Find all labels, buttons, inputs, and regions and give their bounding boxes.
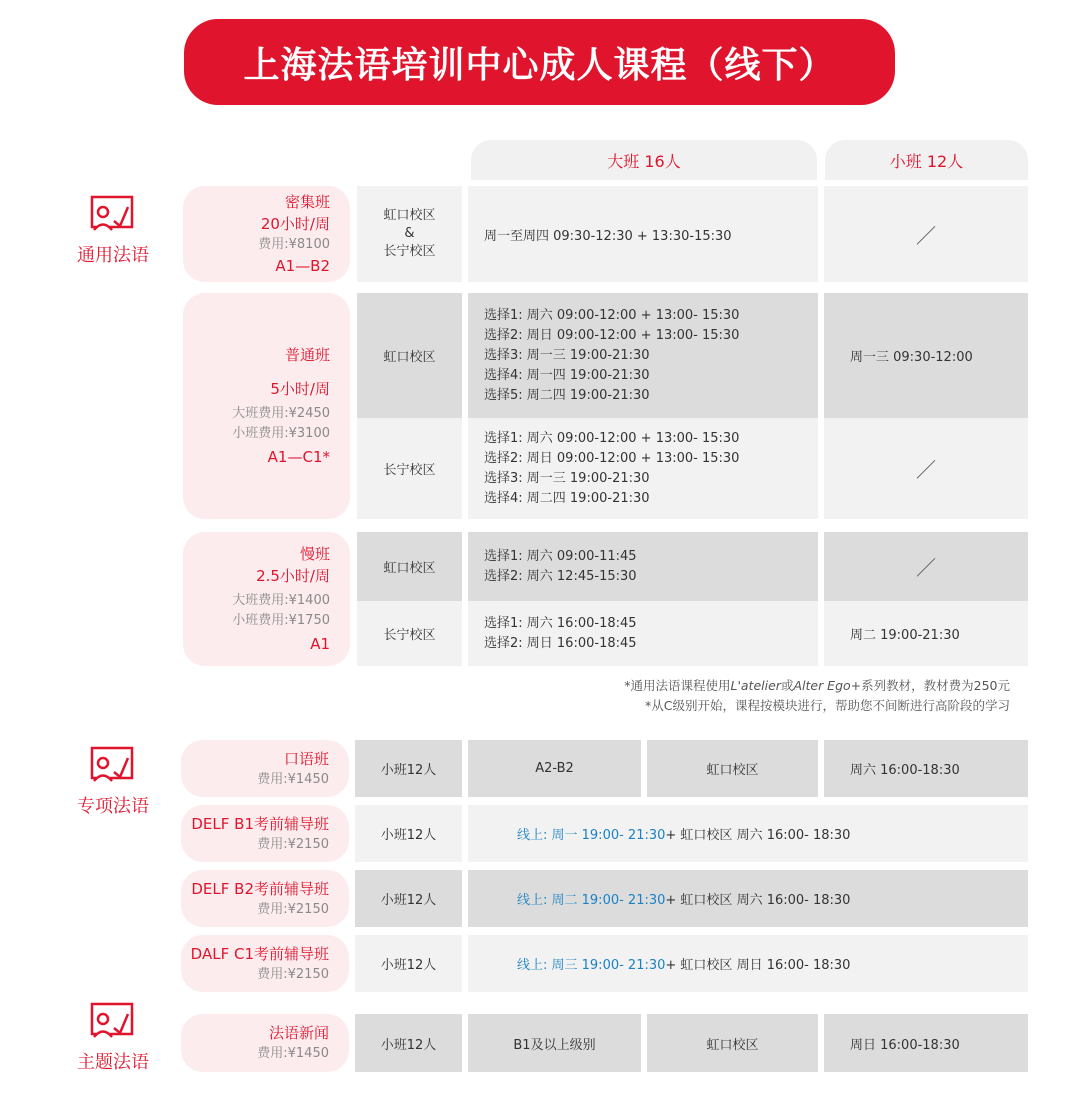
course-hours: 5小时/周: [270, 380, 330, 398]
course-fee: 费用:¥8100: [258, 237, 330, 252]
schedule-cell-empty: [824, 532, 1028, 601]
teacher-board-icon: [90, 193, 136, 235]
course-name: 慢班: [299, 545, 330, 563]
schedule-option: 选择5: 周二四 19:00-21:30: [484, 387, 650, 403]
campus-name: 长宁校区: [383, 463, 436, 478]
course-fee: 费用:¥2150: [257, 901, 329, 917]
course-fee-small: 小班费用:¥3100: [232, 426, 330, 441]
schedule-option: 选择1: 周六 09:00-12:00 + 13:00- 15:30: [484, 307, 740, 323]
campus-name: 虹口校区: [383, 208, 436, 223]
column-header-large-label: 大班 16人: [607, 151, 681, 171]
schedule-option: 选择3: 周一三 19:00-21:30: [484, 347, 650, 363]
course-fee-small: 小班费用:¥1750: [232, 613, 330, 628]
schedule-text: 周一至周四 09:30-12:30 + 13:30-15:30: [484, 228, 732, 244]
campus-cell: [357, 601, 462, 666]
course-name: 口语班: [283, 749, 329, 768]
schedule-cell: [468, 532, 818, 601]
class-size: 小班12人: [380, 958, 437, 973]
title-banner: [184, 19, 895, 105]
campus-cell: [357, 293, 462, 418]
footnote-modules: *从C级别开始，课程按模块进行，帮助您不间断进行高阶段的学习: [645, 698, 1010, 713]
footnote-textbook: [624, 676, 1010, 696]
course-fee: 费用:¥2150: [257, 836, 329, 852]
schedule-option: 选择2: 周六 12:45-15:30: [484, 568, 637, 584]
schedule-cell: [468, 870, 1028, 927]
footnote-part: 系列教材，教材费为250元: [861, 678, 1010, 693]
course-hours: 2.5小时/周: [256, 567, 330, 585]
schedule-option: 选择1: 周六 09:00-11:45: [484, 548, 637, 564]
campus-cell: [647, 1014, 818, 1072]
schedule-text: 周六 16:00-18:30: [850, 763, 960, 778]
campus-name: 长宁校区: [383, 244, 436, 259]
level-text: A2-B2: [535, 761, 574, 776]
campus-cell: [357, 418, 462, 519]
schedule-option: 选择2: 周日 09:00-12:00 + 13:00- 15:30: [484, 450, 740, 466]
course-dalf-c1: [181, 935, 349, 992]
class-size: 小班12人: [380, 828, 437, 843]
campus-ampersand: &: [404, 226, 415, 241]
schedule-option: 选择2: 周日 16:00-18:45: [484, 635, 637, 651]
level-cell: [468, 740, 641, 797]
class-size-cell: [355, 805, 462, 862]
footnote-part: *通用法语课程使用: [624, 678, 731, 693]
course-regular: [183, 293, 350, 519]
course-name: DELF B2考前辅导班: [191, 879, 329, 898]
schedule-cell: [468, 186, 818, 282]
column-header-small-label: 小班 12人: [889, 151, 964, 171]
class-size: 小班12人: [380, 1037, 437, 1053]
schedule-cell: [824, 740, 1028, 797]
course-delf-b1: [181, 805, 349, 862]
category-general: [58, 193, 168, 267]
online-schedule: 线上: 周一 19:00- 21:30: [517, 828, 666, 843]
schedule-option: 选择1: 周六 16:00-18:45: [484, 615, 637, 631]
column-header-large: [471, 140, 817, 180]
campus-name: 虹口校区: [706, 1037, 759, 1053]
course-fee: 费用:¥1450: [257, 771, 329, 787]
class-size-cell: [355, 1014, 462, 1072]
course-delf-b2: [181, 870, 349, 927]
course-level: A1—B2: [275, 257, 330, 275]
course-name: 普通班: [284, 346, 330, 364]
offline-schedule: + 虹口校区 周日 16:00- 18:30: [665, 958, 851, 973]
class-size-cell: [355, 935, 462, 992]
category-special-label: 专项法语: [77, 796, 149, 817]
schedule-cell: [468, 293, 818, 418]
course-oral: [181, 740, 349, 797]
course-fee-large: 大班费用:¥2450: [232, 406, 330, 421]
not-available-mark: ／: [916, 556, 936, 580]
schedule-option: 选择2: 周日 09:00-12:00 + 13:00- 15:30: [484, 327, 740, 343]
course-fee-large: 大班费用:¥1400: [232, 593, 330, 608]
course-name: 密集班: [284, 193, 330, 211]
schedule-option: 选择4: 周一四 19:00-21:30: [484, 367, 650, 383]
schedule-text: 周一三 09:30-12:00: [850, 350, 973, 365]
online-schedule: 线上: 周三 19:00- 21:30: [517, 958, 666, 973]
course-slow: [183, 532, 350, 666]
campus-cell: [357, 186, 462, 282]
schedule-text: 周日 16:00-18:30: [850, 1037, 960, 1053]
footnotes: [624, 676, 1010, 716]
category-special: [58, 744, 168, 818]
course-fee: 费用:¥2150: [257, 966, 329, 982]
level-cell: [468, 1014, 641, 1072]
schedule-cell-empty: [824, 418, 1028, 519]
course-level: A1: [310, 635, 330, 653]
schedule-option: 选择4: 周二四 19:00-21:30: [484, 490, 650, 506]
schedule-cell: [468, 418, 818, 519]
schedule-text: 周二 19:00-21:30: [850, 628, 960, 643]
campus-name: 虹口校区: [383, 561, 436, 576]
campus-cell: [647, 740, 818, 797]
campus-name: 长宁校区: [383, 628, 436, 643]
course-fee: 费用:¥1450: [257, 1046, 329, 1061]
offline-schedule: + 虹口校区 周六 16:00- 18:30: [665, 828, 851, 843]
teacher-board-icon: [90, 1000, 136, 1042]
not-available-mark: ／: [916, 223, 936, 248]
course-name: 法语新闻: [268, 1024, 329, 1042]
offline-schedule: + 虹口校区 周六 16:00- 18:30: [665, 893, 851, 908]
textbook-name: Alter Ego+: [793, 678, 862, 693]
not-available-mark: ／: [916, 458, 936, 482]
course-news: [181, 1014, 349, 1072]
class-size: 小班12人: [380, 893, 437, 908]
footnote-part: 或: [780, 678, 794, 693]
class-size-cell: [355, 740, 462, 797]
campus-name: 虹口校区: [383, 350, 436, 365]
column-header-small: [825, 140, 1028, 180]
teacher-board-icon: [90, 744, 136, 786]
schedule-cell: [824, 293, 1028, 418]
campus-name: 虹口校区: [706, 763, 759, 778]
course-hours: 20小时/周: [260, 215, 330, 233]
course-name: DELF B1考前辅导班: [191, 814, 329, 833]
schedule-cell: [824, 1014, 1028, 1072]
course-level: A1—C1*: [267, 448, 330, 466]
schedule-cell: [468, 805, 1028, 862]
schedule-option: 选择3: 周一三 19:00-21:30: [484, 470, 650, 486]
schedule-cell: [468, 601, 818, 666]
schedule-cell: [824, 601, 1028, 666]
schedule-cell-empty: [824, 186, 1028, 282]
page-title: 上海法语培训中心成人课程（线下）: [243, 44, 836, 86]
online-schedule: 线上: 周二 19:00- 21:30: [517, 893, 666, 908]
level-text: B1及以上级别: [513, 1037, 596, 1053]
schedule-cell: [468, 935, 1028, 992]
class-size-cell: [355, 870, 462, 927]
class-size: 小班12人: [380, 763, 437, 778]
course-intensive: [183, 186, 350, 282]
category-general-label: 通用法语: [77, 245, 149, 266]
course-name: DALF C1考前辅导班: [190, 944, 329, 963]
category-theme: [58, 1000, 168, 1074]
schedule-option: 选择1: 周六 09:00-12:00 + 13:00- 15:30: [484, 430, 740, 446]
campus-cell: [357, 532, 462, 601]
textbook-name: L'atelier: [730, 678, 781, 693]
category-theme-label: 主题法语: [77, 1052, 149, 1073]
